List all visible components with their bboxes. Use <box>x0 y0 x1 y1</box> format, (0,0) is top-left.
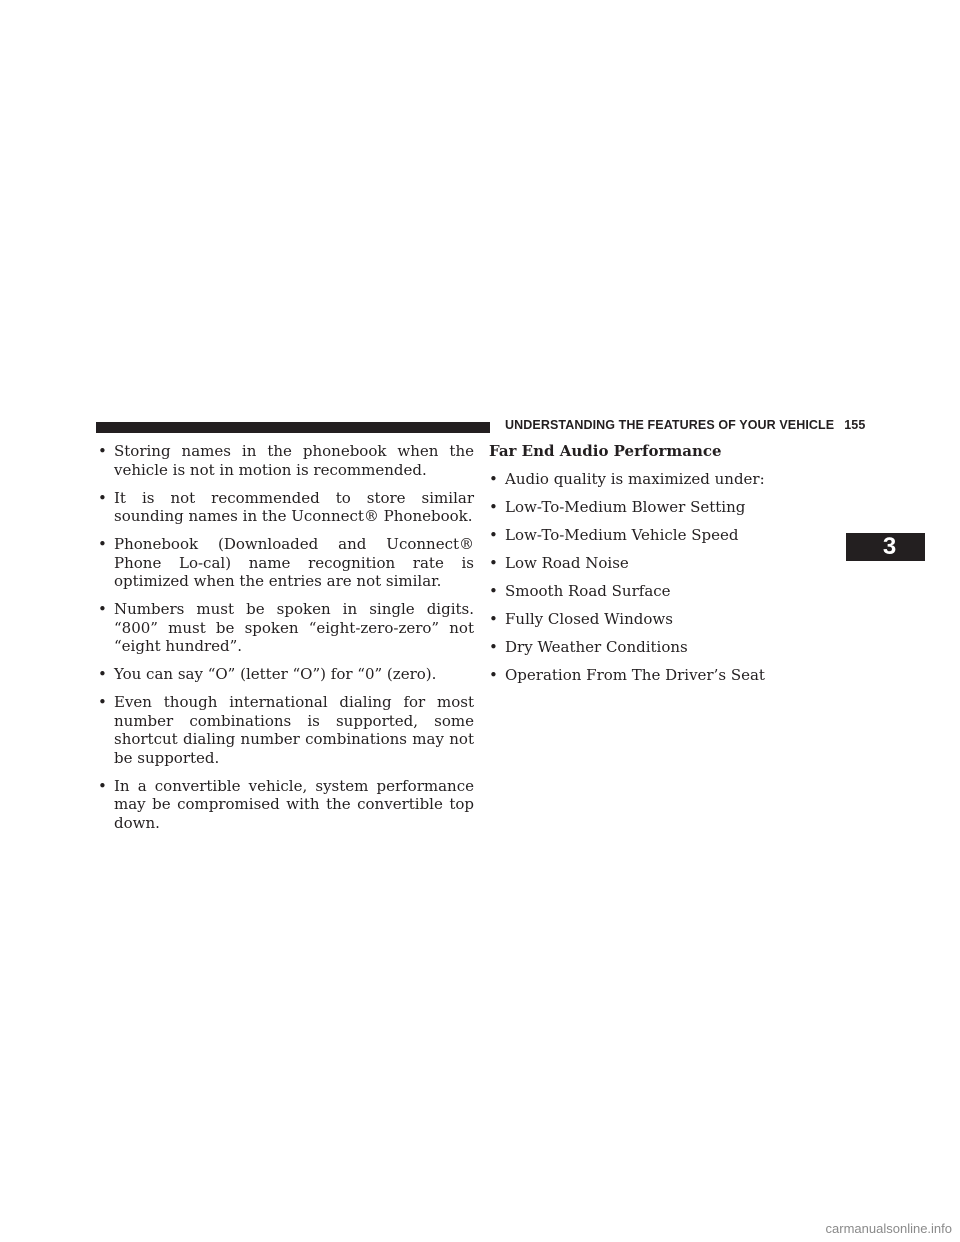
list-item: • You can say “O” (letter “O”) for “0” (zero). <box>98 665 437 683</box>
list-item: • Even though international dialing for most number combinations is supported, some shortcut dialing number combinations may not be supported. <box>98 693 474 767</box>
bullet-icon: • <box>98 535 107 553</box>
list-item: • Fully Closed Windows <box>489 610 673 628</box>
bullet-icon: • <box>98 693 107 711</box>
header-title: UNDERSTANDING THE FEATURES OF YOUR VEHICLE <box>505 418 835 432</box>
list-item: • Smooth Road Surface <box>489 582 671 600</box>
list-item: • Phonebook (Downloaded and Uconnect® Phone Lo-cal) name recognition rate is optimized when the entries are not similar. <box>98 535 474 590</box>
bullet-icon: • <box>98 442 107 460</box>
bullet-icon: • <box>489 582 498 600</box>
list-item: • Operation From The Driver’s Seat <box>489 666 765 684</box>
bullet-icon: • <box>98 488 107 507</box>
list-item: • Low-To-Medium Vehicle Speed <box>489 526 739 544</box>
list-item: • Audio quality is maximized under: <box>489 470 765 488</box>
chapter-number: 3 <box>882 533 897 560</box>
bullet-icon: • <box>98 665 107 683</box>
page-number: 155 <box>844 418 866 432</box>
left-column <box>98 442 474 842</box>
bullet-icon: • <box>489 638 498 656</box>
right-column <box>489 442 869 694</box>
bullet-icon: • <box>98 776 107 795</box>
section-heading: Far End Audio Performance <box>489 442 722 460</box>
left-bullet-list <box>98 442 474 832</box>
bullet-icon: • <box>489 470 498 488</box>
header-rule <box>96 422 490 433</box>
list-item: • Low-To-Medium Blower Setting <box>489 498 746 516</box>
running-header <box>505 418 866 436</box>
list-item: • In a convertible vehicle, system performance may be compromised with the convertible top down. <box>98 776 474 832</box>
bullet-icon: • <box>489 498 498 516</box>
list-item: • It is not recommended to store similar sounding names in the Uconnect® Phonebook. <box>98 488 474 525</box>
watermark: carmanualsonline.info <box>825 1221 952 1236</box>
list-item: • Storing names in the phonebook when the vehicle is not in motion is recommended. <box>98 442 474 479</box>
bullet-icon: • <box>489 526 498 544</box>
bullet-icon: • <box>489 610 498 628</box>
bullet-icon: • <box>489 666 498 684</box>
list-item: • Numbers must be spoken in single digits. “800” must be spoken “eight-zero-zero” not “eight hundred”. <box>98 600 474 655</box>
bullet-icon: • <box>489 554 498 572</box>
right-bullet-list <box>489 470 869 685</box>
bullet-icon: • <box>98 600 107 618</box>
list-item: • Dry Weather Conditions <box>489 638 688 656</box>
list-item: • Low Road Noise <box>489 554 629 572</box>
chapter-tab <box>846 533 925 561</box>
